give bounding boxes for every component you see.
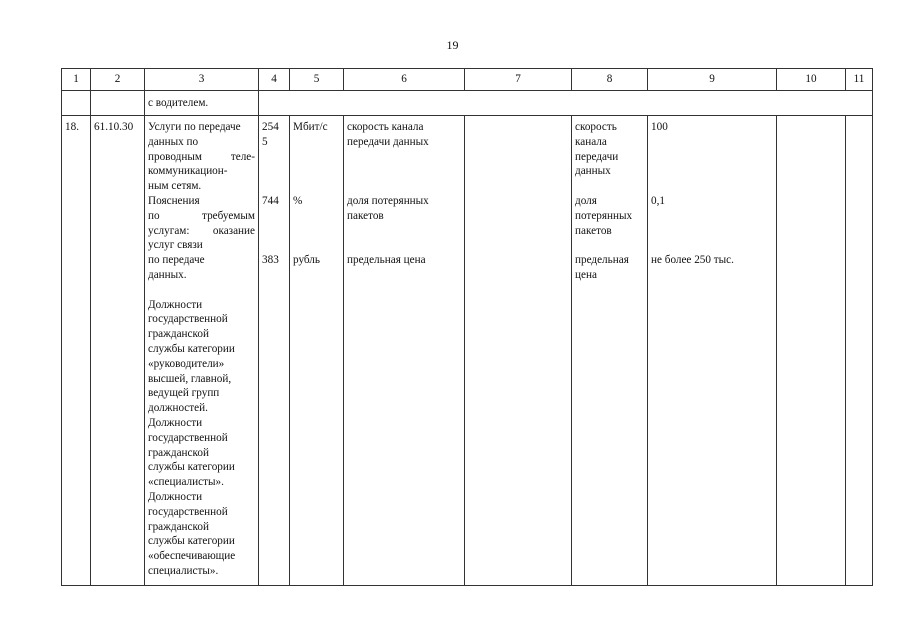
position-line: государственной	[148, 505, 228, 518]
header-cell-11: 11	[846, 69, 873, 91]
col-7	[465, 116, 572, 586]
page-number: 19	[446, 38, 459, 52]
service-description: Услуги по передаче данных по проводным теле- коммуникацион- ным сетям. Пояснения по требуемым услугам: оказание услуг связи по передаче данных. Должности государственной гражданской службы категории «руководители» высшей, главной, ведущей групп должностей. Должности государственной гражданской службы категории «специалисты». Должности государственной гражданской службы категории «обеспечивающие специалисты».	[145, 116, 259, 586]
position-line: службы категории	[148, 342, 235, 355]
header-cell-5: 5	[290, 69, 344, 91]
okpd-code: 61.10.30	[91, 116, 145, 586]
positions-list	[148, 298, 255, 579]
header-cell-3: 3	[145, 69, 259, 91]
position-line: гражданской	[148, 328, 209, 341]
position-line: государственной	[148, 431, 228, 444]
header-cell-9: 9	[648, 69, 777, 91]
position-line: службы категории	[148, 461, 235, 474]
position-line: Должности	[148, 298, 203, 311]
characteristics: скорость канала передачи данных доля потерянных пакетов предельная цена	[344, 116, 465, 586]
header-cell-7: 7	[465, 69, 572, 91]
characteristics-approved: скорость канала передачи данных доля потерянных пакетов предельная цена	[572, 116, 648, 586]
position-line: должностей.	[148, 402, 208, 415]
header-cell-4: 4	[259, 69, 290, 91]
position-line: Должности	[148, 490, 203, 503]
position-line: специалисты».	[148, 564, 219, 577]
catalog-table	[61, 68, 873, 586]
position-line: «специалисты».	[148, 476, 224, 489]
position-line: государственной	[148, 313, 228, 326]
values: 100 0,1 не более 250 тыс.	[648, 116, 777, 586]
header-cell-2: 2	[91, 69, 145, 91]
header-cell-6: 6	[344, 69, 465, 91]
row-number: 18.	[62, 116, 91, 586]
position-line: гражданской	[148, 520, 209, 533]
header-row	[62, 69, 873, 91]
okei-codes: 254 5 744 383	[259, 116, 290, 586]
header-cell-1: 1	[62, 69, 91, 91]
position-line: ведущей групп	[148, 387, 220, 400]
header-cell-8: 8	[572, 69, 648, 91]
table-row	[62, 116, 873, 586]
continuation-row	[62, 91, 873, 116]
position-line: высшей, главной,	[148, 372, 232, 385]
units: Мбит/с % рубль	[290, 116, 344, 586]
position-line: Должности	[148, 416, 203, 429]
continuation-text: с водителем.	[145, 91, 259, 116]
position-line: «обеспечивающие	[148, 550, 236, 563]
position-line: службы категории	[148, 535, 235, 548]
position-line: «руководители»	[148, 357, 225, 370]
col-10	[777, 116, 846, 586]
header-cell-10: 10	[777, 69, 846, 91]
col-11	[846, 116, 873, 586]
position-line: гражданской	[148, 446, 209, 459]
